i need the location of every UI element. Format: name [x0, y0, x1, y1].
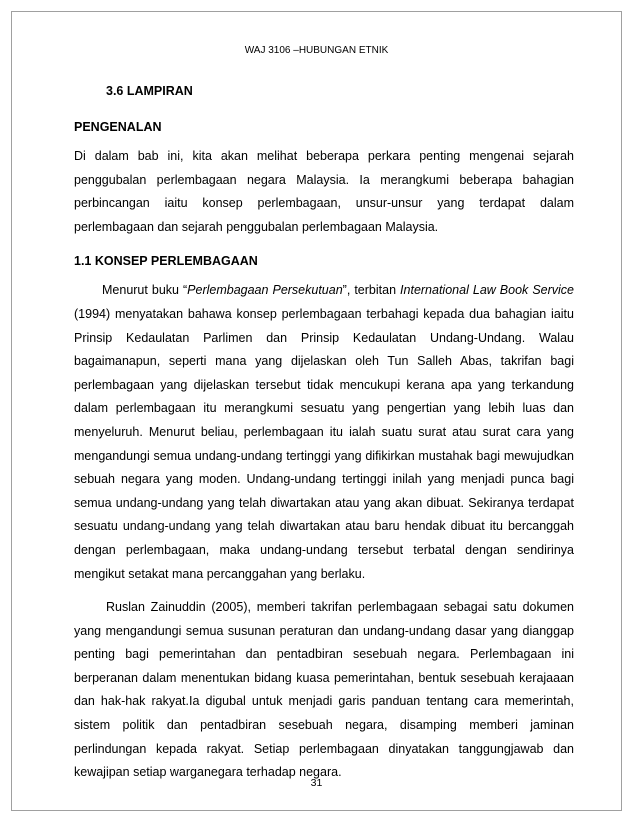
page-content [74, 83, 574, 785]
paragraph-konsep [74, 279, 574, 586]
publisher-name: International Law Book Service [400, 283, 574, 298]
page-number: 31 [310, 777, 323, 789]
running-header: WAJ 3106 –HUBUNGAN ETNIK [244, 45, 389, 56]
text-run: Menurut buku “ [102, 283, 188, 298]
text-run: (1994) menyatakan bahawa konsep perlembagaan terbahagi kepada dua bahagian iaitu Prinsip Kedaulatan Parlimen dan Prinsip Kedaulatan Undang-Undang. Walau bagaimanapun, seperti mana yang dijelaskan oleh Tun Salleh Abas, takrifan bagi perlembagaan yang dijelaskan tersebut tidak mencukupi kerana apa yang terkandung dalam perlembagaan itu merangkumi sesuatu yang pengertian yang lebih luas dan menyeluruh. Menurut beliau, perlembagaan itu ialah suatu surat atau surat cara yang mengandungi semua undang-undang tertinggi yang difikirkan mustahak bagi mewujudkan sebuah negara yang moden. Undang-undang tertinggi inilah yang menjadi punca bagi semua undang-undang yang telah diwartakan atau yang akan dibuat. Sekiranya terdapat sesuatu undang-undang yang telah diwartakan atau baru hendak dibuat itu bercanggah dengan perlembagaan, maka undang-undang tersebut terbatal dengan sendirinya mengikut setakat mana percanggahan yang berlaku. [74, 306, 574, 581]
paragraph-ruslan: Ruslan Zainuddin (2005), memberi takrifan perlembagaan sebagai satu dokumen yang mengandungi semua susunan peraturan dan undang-undang dasar yang dianggap penting bagi pemerintahan dan pentadbiran sesebuah negara. Perlembagaan ini berperanan dalam menentukan bidang kuasa pemerintahan, bentuk sesebuah kerajaaan dan hak-hak rakyat.Ia digubal untuk menjadi garis panduan tentang cara memerintah, sistem politik dan pentadbiran sesebuah negara, disamping memberi jaminan perlindungan kepada rakyat. Setiap perlembagaan dinyatakan tanggungjawab dan kewajipan setiap warganegara terhadap negara. [74, 600, 574, 780]
section-heading-lampiran: 3.6 LAMPIRAN [106, 84, 193, 98]
book-title: Perlembagaan Persekutuan [187, 283, 343, 298]
paragraph-intro: Di dalam bab ini, kita akan melihat beberapa perkara penting mengenai sejarah penggubalan perlembagaan negara Malaysia. Ia merangkumi beberapa bahagian perbincangan iaitu konsep perlembagaan, unsur-unsur yang terdapat dalam perlembagaan dan sejarah penggubalan perlembagaan Malaysia. [74, 149, 574, 234]
heading-pengenalan: PENGENALAN [74, 120, 162, 134]
document-page [11, 11, 622, 811]
text-run: ”, terbitan [342, 283, 401, 298]
heading-konsep-perlembagaan: 1.1 KONSEP PERLEMBAGAAN [74, 254, 258, 269]
